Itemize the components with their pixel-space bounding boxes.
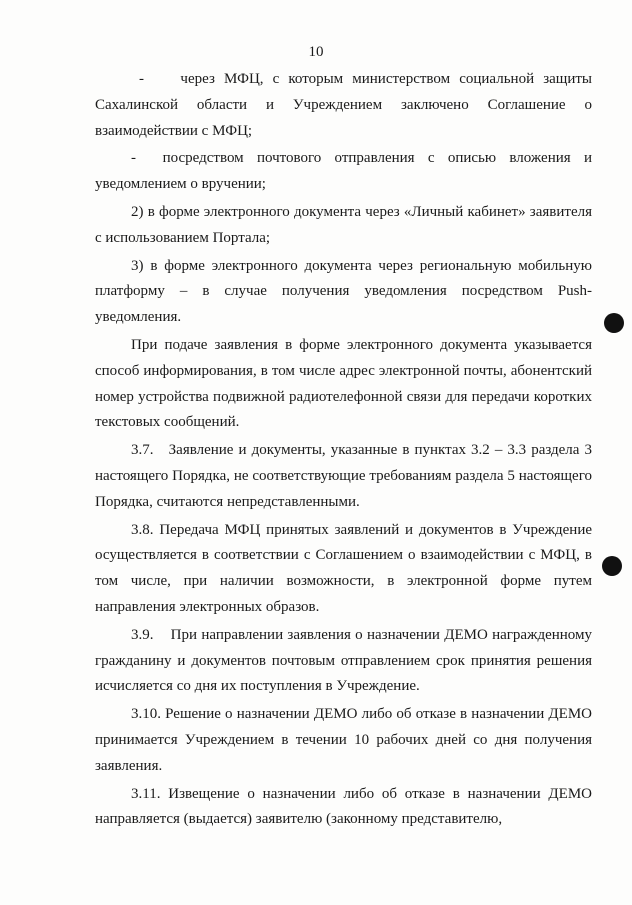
page-number: 10 xyxy=(308,44,324,60)
punch-hole-mark xyxy=(604,313,624,333)
paragraph-3-7: 3.7. Заявление и документы, указанные в пунктах 3.2 – 3.3 раздела 3 настоящего Порядка, не соответствующие требованиям раздела 5 настоящего Порядка, считаются непредставленными. xyxy=(95,442,592,510)
paragraph-postal-channel: - посредством почтового отправления с описью вложения и уведомлением о вручении; xyxy=(95,150,592,193)
paragraph-mfc-channel: - через МФЦ, с которым министерством социальной защиты Сахалинской области и Учреждением заключено Соглашение о взаимодействии с МФЦ; xyxy=(95,71,592,139)
paragraph-3-8: 3.8. Передача МФЦ принятых заявлений и документов в Учреждение осуществляется в соответствии с Соглашением о взаимодействии с МФЦ, в том числе, при наличии возможности, в электронной форме путем направления электронных образов. xyxy=(95,521,592,615)
paragraph-3-10: 3.10. Решение о назначении ДЕМО либо об отказе в назначении ДЕМО принимается Учреждением в течении 10 рабочих дней со дня получения заявления. xyxy=(95,706,592,774)
paragraph-3-9: 3.9. При направлении заявления о назначении ДЕМО награжденному гражданину и документов почтовым отправлением срок принятия решения исчисляется со дня их поступления в Учреждение. xyxy=(95,626,592,695)
paragraph-mobile-platform: 3) в форме электронного документа через региональную мобильную платформу – в случае получения уведомления посредством Push-уведомления. xyxy=(95,257,592,326)
paragraph-personal-cabinet: 2) в форме электронного документа через «Личный кабинет» заявителя с использованием Портала; xyxy=(95,203,592,246)
punch-hole-mark xyxy=(602,556,622,576)
document-body xyxy=(95,67,592,833)
paragraph-notification-method: При подаче заявления в форме электронного документа указывается способ информирования, в том числе адрес электронной почты, абонентский номер устройства подвижной радиотелефонной связи для передачи коротких текстовых сообщений. xyxy=(95,336,592,431)
paragraph-3-11: 3.11. Извещение о назначении либо об отказе в назначении ДЕМО направляется (выдается) заявителю (законному представителю, xyxy=(95,785,592,828)
